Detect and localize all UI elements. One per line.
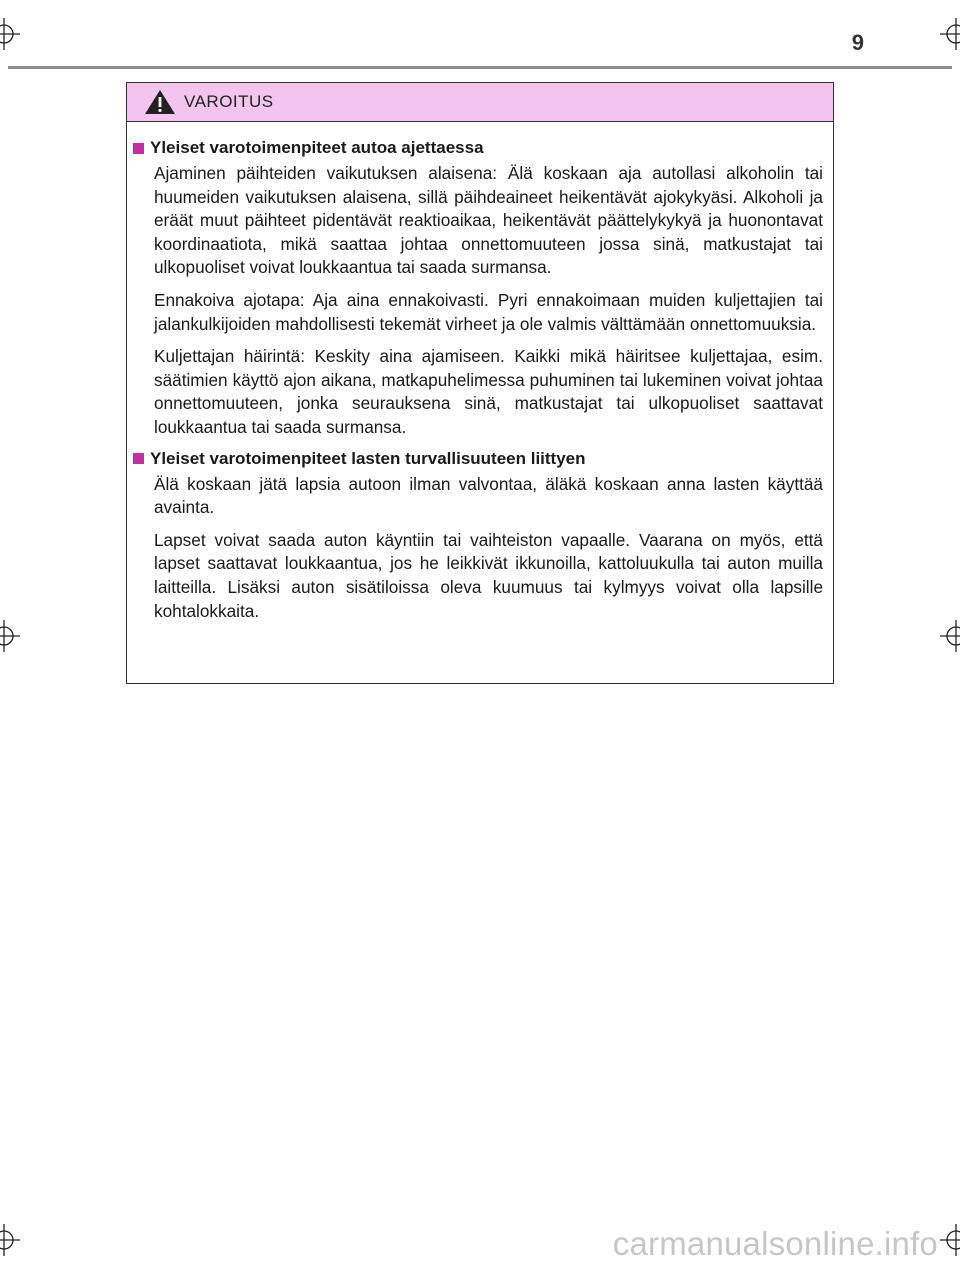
square-bullet-icon [133, 143, 144, 154]
crop-mark-mid-left-icon [0, 618, 22, 654]
warning-section [133, 138, 823, 440]
section-paragraph: Älä koskaan jätä lapsia autoon ilman valvontaa, äläkä koskaan anna lasten käyttää avainta. [154, 473, 823, 518]
crop-mark-top-left-icon [0, 16, 22, 52]
warning-section [133, 449, 823, 624]
section-heading [133, 138, 823, 158]
crop-mark-bottom-right-icon [938, 1222, 960, 1258]
warning-header [127, 83, 833, 122]
square-bullet-icon [133, 453, 144, 464]
page-number: 9 [851, 30, 864, 55]
warning-triangle-icon [144, 89, 176, 115]
warning-box [126, 82, 834, 684]
section-heading-text: Yleiset varotoimenpiteet lasten turvallisuuteen liittyen [150, 448, 586, 468]
section-paragraph: Kuljettajan häirintä: Keskity aina ajamiseen. Kaikki mikä häiritsee kuljettajaa, esim. säätimien käyttö ajon aikana, matkapuhelimessa puhuminen tai lukeminen voivat johtaa onnettomuuteen, jonka seurauksena sinä, matkustajat tai ulkopuoliset saattavat loukkaantua tai saada surmansa. [154, 346, 823, 437]
section-heading [133, 449, 823, 469]
section-paragraph: Ennakoiva ajotapa: Aja aina ennakoivasti. Pyri ennakoimaan muiden kuljettajien tai jalankulkijoiden mahdollisesti tekemät virheet ja ole valmis välttämään onnettomuuksia. [154, 289, 823, 334]
crop-mark-top-right-icon [938, 16, 960, 52]
warning-body [127, 122, 833, 623]
header-rule [8, 66, 952, 69]
crop-mark-bottom-left-icon [0, 1222, 22, 1258]
section-heading-text: Yleiset varotoimenpiteet autoa ajettaessa [150, 138, 484, 157]
footer-watermark: carmanualsonline.info [612, 1225, 938, 1262]
section-paragraph: Ajaminen päihteiden vaikutuksen alaisena: Älä koskaan aja autollasi alkoholin tai huumeiden vaikutuksen alaisena, sillä päihdeaineet heikentävät ajokykyäsi. Alkoholi ja eräät muut päihteet pidentävät reaktioaikaa, heikentävät päättelykykyä ja huonontavat koordinaatiota, mikä saattaa johtaa onnettomuuteen jossa sinä, matkustajat tai ulkopuoliset voivat loukkaantua tai saada surmansa. [154, 163, 823, 278]
crop-mark-mid-right-icon [938, 618, 960, 654]
section-paragraph: Lapset voivat saada auton käyntiin tai vaihteiston vapaalle. Vaarana on myös, että lapset saattavat loukkaantua, jos he leikkivät ikkunoilla, kattoluukulla tai auton muilla laitteilla. Lisäksi auton sisätiloissa oleva kuumuus tai kylmyys voivat olla lapsille kohtalokkaita. [154, 529, 823, 621]
warning-title: VAROITUS [184, 92, 274, 111]
